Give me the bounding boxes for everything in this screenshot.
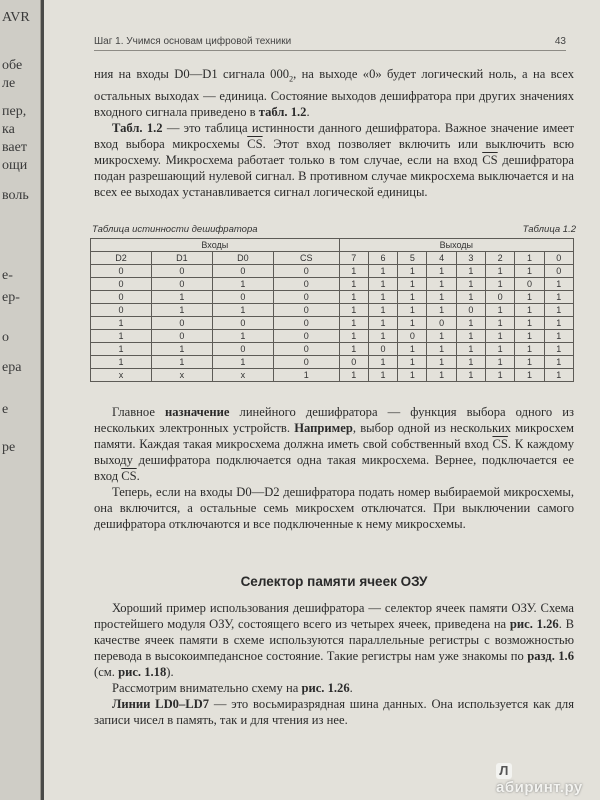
table-cell: 1 bbox=[368, 265, 397, 278]
table-caption: Таблица истинности дешифратора bbox=[92, 224, 258, 235]
table-cell: 1 bbox=[151, 291, 212, 304]
table-row bbox=[91, 278, 574, 291]
table-cell: 1 bbox=[486, 369, 515, 382]
table-cell: 1 bbox=[398, 291, 427, 304]
table-cell: 0 bbox=[398, 330, 427, 343]
table-row bbox=[91, 304, 574, 317]
column-header: 5 bbox=[398, 252, 427, 265]
table-cell: 0 bbox=[273, 356, 339, 369]
table-cell: 1 bbox=[427, 291, 456, 304]
table-cell: 1 bbox=[398, 304, 427, 317]
table-cell: 1 bbox=[339, 278, 368, 291]
table-cell: 0 bbox=[273, 343, 339, 356]
table-cell: 1 bbox=[486, 330, 515, 343]
table-cell: 0 bbox=[91, 304, 152, 317]
table-cell: 1 bbox=[398, 317, 427, 330]
table-cell: 0 bbox=[91, 265, 152, 278]
column-header: D0 bbox=[212, 252, 273, 265]
table-cell: 0 bbox=[212, 343, 273, 356]
table-cell: 1 bbox=[544, 317, 573, 330]
table-body bbox=[91, 265, 574, 382]
table-cell: 1 bbox=[368, 317, 397, 330]
paragraph: Теперь, если на входы D0—D2 дешифратора подать номер выбираемой микросхемы, она включится, а остальные семь микросхем отключатся. При выключении самого дешифратора отключаются и все подключенные к нему микросхемы. bbox=[94, 485, 574, 531]
table-cell: 0 bbox=[212, 317, 273, 330]
table-cell: 1 bbox=[212, 304, 273, 317]
prev-page-fragment: ре bbox=[2, 440, 16, 455]
inputs-group-header: Входы bbox=[91, 239, 340, 252]
table-cell: 1 bbox=[515, 304, 544, 317]
prev-page-fragment: ощи bbox=[2, 158, 28, 173]
book-page bbox=[44, 0, 600, 800]
truth-table bbox=[90, 238, 574, 382]
paragraph: Табл. 1.2 — это таблица истинности данного дешифратора. Важное значение имеет вход выбора микросхемы $\overline{CS}$. Этот вход позволяет включить или выключить всю микросхему. Микросхема работает только в том случае, если на вход $\overline{CS}$ дешифратора подан разрешающий нулевой сигнал. В противном случае микросхема выключается и на всех ее выходах устанавливается сигнал логической единицы. bbox=[94, 120, 575, 199]
table-row bbox=[91, 330, 574, 343]
prev-page-fragment: ле bbox=[2, 76, 16, 91]
table-row bbox=[91, 343, 574, 356]
table-cell: 0 bbox=[273, 278, 339, 291]
watermark-logo: Л bbox=[496, 763, 512, 779]
table-cell: 1 bbox=[398, 369, 427, 382]
table-cell: 0 bbox=[339, 356, 368, 369]
table-cell: 0 bbox=[544, 265, 573, 278]
column-header: 7 bbox=[339, 252, 368, 265]
column-header: 2 bbox=[486, 252, 515, 265]
table-cell: 0 bbox=[212, 265, 273, 278]
table-cell: 1 bbox=[486, 356, 515, 369]
paragraph: Рассмотрим внимательно схему на рис. 1.26. bbox=[112, 681, 353, 695]
table-cell: 1 bbox=[515, 317, 544, 330]
table-cell: 1 bbox=[91, 356, 152, 369]
table-cell: 0 bbox=[273, 265, 339, 278]
table-cell: 1 bbox=[427, 278, 456, 291]
table-cell: 0 bbox=[212, 291, 273, 304]
paragraph: Главное назначение линейного дешифратора — функция выбора одного из нескольких электронных устройств. Например, выбор одной из нескольких микросхем памяти. Каждая такая микросхема должна иметь свой собственный вход $\overline{CS}$. К каждому выходу дешифратора подключается одна такая микросхема. Вернее, подключается ее вход $\overline{CS}$. bbox=[94, 405, 575, 483]
section-title: Селектор памяти ячеек ОЗУ bbox=[240, 574, 428, 589]
table-cell: 1 bbox=[515, 356, 544, 369]
table-cell: 1 bbox=[515, 291, 544, 304]
running-head bbox=[94, 36, 566, 51]
column-header: 0 bbox=[544, 252, 573, 265]
table-row bbox=[91, 265, 574, 278]
prev-page-fragment: е bbox=[2, 402, 9, 417]
table-cell: 0 bbox=[151, 330, 212, 343]
table-cell: 1 bbox=[212, 356, 273, 369]
table-cell: 0 bbox=[273, 291, 339, 304]
table-cell: 1 bbox=[339, 317, 368, 330]
table-cell: 1 bbox=[151, 304, 212, 317]
table-cell: 1 bbox=[456, 369, 485, 382]
prev-page-fragment: е- bbox=[2, 268, 13, 283]
section-text bbox=[94, 600, 574, 728]
prev-page-fragment: пер, bbox=[2, 104, 27, 119]
table-cell: 0 bbox=[515, 278, 544, 291]
table-cell: 1 bbox=[427, 343, 456, 356]
table-cell: 1 bbox=[456, 343, 485, 356]
table-cell: 1 bbox=[515, 343, 544, 356]
table-cell: 0 bbox=[427, 317, 456, 330]
table-cell: 0 bbox=[91, 291, 152, 304]
table-cell: 1 bbox=[456, 356, 485, 369]
paragraph: Хороший пример использования дешифратора — селектор ячеек памяти ОЗУ. Схема простейшего модуля ОЗУ, состоящего всего из четырех ячеек, приведена на рис. 1.26. В качестве ячеек памяти в схеме используются параллельные регистры с возможностью перевода в высокоимпедансное состояние. Такие регистры нам уже знакомы по разд. 1.6 (см. рис. 1.18). bbox=[94, 601, 574, 679]
table-cell: 1 bbox=[456, 278, 485, 291]
table-cell: 1 bbox=[398, 343, 427, 356]
table-cell: 1 bbox=[456, 291, 485, 304]
table-cell: 1 bbox=[368, 291, 397, 304]
table-cell: 1 bbox=[398, 356, 427, 369]
table-cell: 1 bbox=[151, 343, 212, 356]
table-cell: 0 bbox=[151, 317, 212, 330]
table-cell: 1 bbox=[398, 265, 427, 278]
table-cell: 1 bbox=[273, 369, 339, 382]
table-cell: 1 bbox=[427, 304, 456, 317]
table-cell: 1 bbox=[339, 343, 368, 356]
table-row bbox=[91, 291, 574, 304]
table-cell: 0 bbox=[151, 265, 212, 278]
table-cell: 0 bbox=[91, 278, 152, 291]
table-cell: 0 bbox=[368, 343, 397, 356]
previous-page-edge bbox=[0, 0, 41, 800]
column-header: 1 bbox=[515, 252, 544, 265]
paragraph: Линии LD0–LD7 — это восьмиразрядная шина данных. Она используется как для записи чисел в память, так и для чтения из нее. bbox=[94, 697, 575, 727]
table-cell: 1 bbox=[486, 265, 515, 278]
column-header: D1 bbox=[151, 252, 212, 265]
prev-page-fragment: о bbox=[2, 330, 9, 345]
table-group-header bbox=[91, 239, 574, 252]
column-header: D2 bbox=[91, 252, 152, 265]
intro-text bbox=[94, 66, 574, 200]
table-cell: 1 bbox=[544, 291, 573, 304]
table-cell: 0 bbox=[273, 317, 339, 330]
table-cell: 0 bbox=[486, 291, 515, 304]
prev-page-fragment: вает bbox=[2, 140, 27, 155]
table-cell: 1 bbox=[544, 330, 573, 343]
table-cell: 1 bbox=[544, 304, 573, 317]
table-cell: 1 bbox=[456, 330, 485, 343]
table-cell: 1 bbox=[544, 369, 573, 382]
table-cell: 1 bbox=[368, 356, 397, 369]
table-cell: 0 bbox=[456, 304, 485, 317]
table-cell: 0 bbox=[273, 330, 339, 343]
table-row bbox=[91, 317, 574, 330]
column-header: 3 bbox=[456, 252, 485, 265]
prev-page-fragment: AVR bbox=[2, 10, 30, 25]
table-cell: 1 bbox=[212, 278, 273, 291]
prev-page-fragment: воль bbox=[2, 188, 29, 203]
table-cell: 1 bbox=[398, 278, 427, 291]
table-column-header-row bbox=[91, 252, 574, 265]
table-cell: 0 bbox=[151, 278, 212, 291]
table-cell: 1 bbox=[339, 330, 368, 343]
table-cell: 1 bbox=[456, 317, 485, 330]
table-cell: 1 bbox=[544, 343, 573, 356]
table-cell: x bbox=[91, 369, 152, 382]
table-cell: 1 bbox=[91, 330, 152, 343]
table-cell: 1 bbox=[368, 304, 397, 317]
table-cell: 1 bbox=[212, 330, 273, 343]
table-cell: 1 bbox=[427, 330, 456, 343]
table-cell: 1 bbox=[339, 369, 368, 382]
table-cell: 1 bbox=[151, 356, 212, 369]
watermark-text: абиринт.ру bbox=[496, 779, 583, 796]
prev-page-fragment: ка bbox=[2, 122, 15, 137]
table-cell: 1 bbox=[486, 317, 515, 330]
body-text bbox=[94, 404, 574, 532]
column-header: 4 bbox=[427, 252, 456, 265]
table-cell: x bbox=[151, 369, 212, 382]
table-cell: 1 bbox=[368, 330, 397, 343]
paragraph: ния на входы D0—D1 сигнала $000_2$, на выходе «0» будет логический ноль, а на всех остальных выходах — единица. Состояние выходов дешифратора при других значениях входного сигнала приведено в табл. 1.2. bbox=[94, 67, 574, 119]
table-cell: 1 bbox=[91, 343, 152, 356]
table-cell: 1 bbox=[91, 317, 152, 330]
table-cell: 1 bbox=[515, 330, 544, 343]
table-cell: 1 bbox=[486, 278, 515, 291]
prev-page-fragment: ер- bbox=[2, 290, 20, 305]
table-cell: 1 bbox=[427, 356, 456, 369]
table-cell: 1 bbox=[368, 369, 397, 382]
table-cell: 0 bbox=[273, 304, 339, 317]
table-row bbox=[91, 356, 574, 369]
prev-page-fragment: ера bbox=[2, 360, 22, 375]
table-cell: 1 bbox=[427, 265, 456, 278]
table-cell: 1 bbox=[339, 304, 368, 317]
table-caption-row bbox=[92, 224, 576, 235]
table-cell: 1 bbox=[486, 304, 515, 317]
table-cell: 1 bbox=[339, 265, 368, 278]
column-header: CS bbox=[273, 252, 339, 265]
prev-page-fragment: обе bbox=[2, 58, 23, 73]
table-cell: x bbox=[212, 369, 273, 382]
table-label: Таблица 1.2 bbox=[522, 224, 576, 235]
watermark bbox=[496, 762, 600, 796]
table-cell: 1 bbox=[486, 343, 515, 356]
chapter-title: Шаг 1. Учимся основам цифровой техники bbox=[94, 36, 292, 47]
outputs-group-header: Выходы bbox=[339, 239, 573, 252]
table-cell: 1 bbox=[368, 278, 397, 291]
table-cell: 1 bbox=[515, 265, 544, 278]
table-cell: 1 bbox=[427, 369, 456, 382]
table-cell: 1 bbox=[544, 278, 573, 291]
table-cell: 1 bbox=[544, 356, 573, 369]
page-number: 43 bbox=[554, 36, 566, 47]
table-cell: 1 bbox=[456, 265, 485, 278]
table-row bbox=[91, 369, 574, 382]
column-header: 6 bbox=[368, 252, 397, 265]
table-cell: 1 bbox=[515, 369, 544, 382]
table-cell: 1 bbox=[339, 291, 368, 304]
